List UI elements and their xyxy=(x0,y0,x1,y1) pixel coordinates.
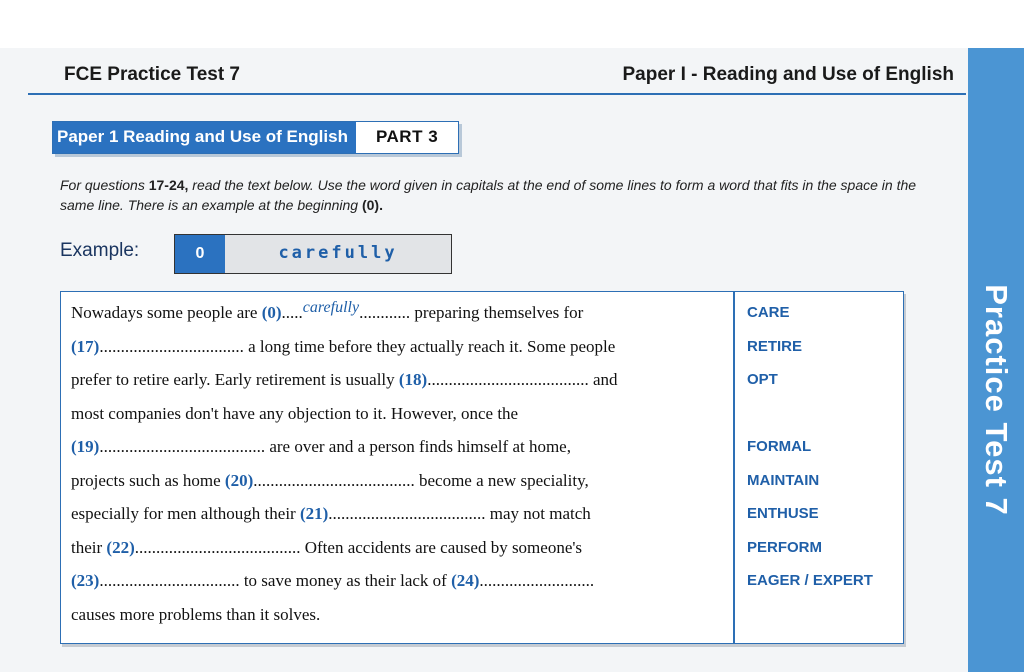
keyword: EAGER / EXPERT xyxy=(747,572,873,589)
answer-gap: ...................................... xyxy=(134,538,297,557)
text-line xyxy=(71,337,615,357)
keyword: CARE xyxy=(747,304,790,321)
instructions xyxy=(60,175,940,215)
side-tab-label: Practice Test 7 xyxy=(979,284,1014,516)
header-rule xyxy=(28,93,966,95)
banner-paper-label: Paper 1 Reading and Use of English xyxy=(53,122,356,153)
question-number: (19) xyxy=(71,437,100,456)
text-line xyxy=(71,471,589,491)
keyword: ENTHUSE xyxy=(747,505,819,522)
line-text: causes more problems than it solves. xyxy=(71,605,321,624)
line-text: their xyxy=(71,538,107,557)
line-text: especially for men although their xyxy=(71,504,300,523)
question-number: (23) xyxy=(71,571,100,590)
text-line xyxy=(71,299,584,323)
instructions-range: 17-24, xyxy=(148,177,189,193)
banner-part-label: PART 3 xyxy=(356,122,458,153)
handwritten-answer: carefully xyxy=(302,299,360,316)
line-text: Nowadays some people are xyxy=(71,303,262,322)
question-number: (24) xyxy=(451,571,480,590)
example-number: 0 xyxy=(175,235,225,273)
line-text: . Often accidents are caused by someone's xyxy=(296,538,583,557)
text-line xyxy=(71,370,618,390)
answer-gap: ...................................... xyxy=(427,370,589,389)
header-test-title: FCE Practice Test 7 xyxy=(64,64,241,85)
instructions-mid: read the text below. Use the word given in capitals at the end of some lines to form a word that fits in the space in the same line. There is an example at the beginning xyxy=(60,177,917,213)
question-number: (22) xyxy=(106,538,135,557)
answer-gap: ...................................... xyxy=(253,471,415,490)
answer-gap: .................................. xyxy=(99,337,244,356)
answer-gap: ........................... xyxy=(479,571,595,590)
header-paper-title: Paper I - Reading and Use of English xyxy=(622,64,954,85)
line-text: become a new speciality, xyxy=(414,471,589,490)
answer-gap: ............ xyxy=(359,303,411,322)
text-line xyxy=(71,404,518,424)
line-text: most companies don't have any objection to it. However, once the xyxy=(71,404,519,423)
question-number: (21) xyxy=(299,504,329,523)
text-line xyxy=(71,538,582,558)
example-label: Example: xyxy=(60,240,140,261)
answer-gap: ..................................... xyxy=(328,504,486,523)
line-text: a long time before they actually reach it. Some people xyxy=(243,337,616,356)
instructions-pre: For questions xyxy=(60,177,149,193)
example-box xyxy=(174,234,452,274)
line-text: projects such as home xyxy=(71,471,225,490)
keyword: MAINTAIN xyxy=(747,472,820,489)
question-number: (20) xyxy=(224,471,254,490)
answer-gap: ................................. xyxy=(99,571,240,590)
line-text: prefer to retire early. Early retirement is usually xyxy=(71,370,399,389)
question-number: (0) xyxy=(261,303,282,322)
answer-gap: ..... xyxy=(281,303,303,322)
text-column-divider xyxy=(733,292,735,643)
keyword: PERFORM xyxy=(747,539,822,556)
keyword: FORMAL xyxy=(747,438,812,455)
text-line xyxy=(71,504,591,524)
line-text: are over and a person finds himself at home, xyxy=(265,437,571,456)
line-text: to save money as their lack of xyxy=(239,571,452,590)
line-text: and xyxy=(588,370,618,389)
line-text: may not match xyxy=(485,504,591,523)
text-line xyxy=(71,571,594,591)
text-line xyxy=(71,605,320,625)
text-line xyxy=(71,437,571,457)
keyword: OPT xyxy=(747,371,778,388)
keyword: RETIRE xyxy=(747,338,803,355)
question-number: (18) xyxy=(398,370,428,389)
section-banner xyxy=(52,121,459,154)
line-text: preparing themselves for xyxy=(410,303,584,322)
example-answer: carefully xyxy=(225,235,451,273)
question-number: (17) xyxy=(71,337,100,356)
instructions-example-ref: (0). xyxy=(361,197,383,213)
answer-gap: ....................................... xyxy=(99,437,266,456)
